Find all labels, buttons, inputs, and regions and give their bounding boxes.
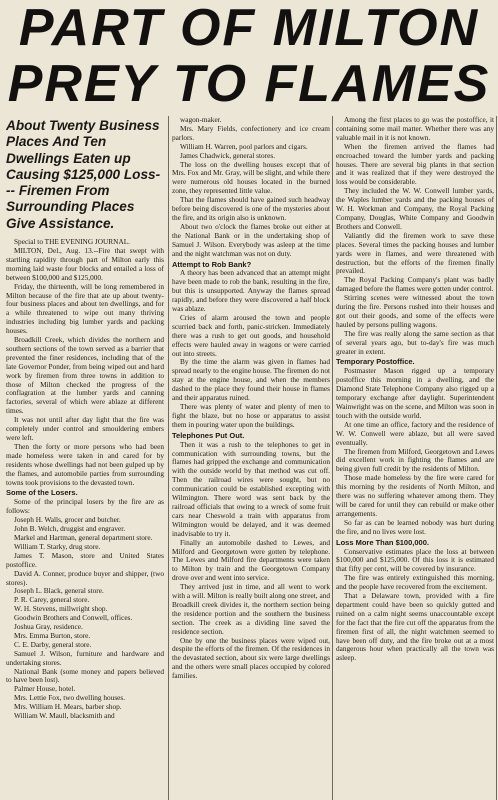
paragraph: By the time the alarm was given in flames had spread nearly to the engine house. The firemen do not stay at the engine house, and when the members dashed to the place they found their house in flames and their apparatus ruined. [172,357,330,403]
paragraph: Finally an automobile dashed to Lewes, and Milford and Georgetown were gotten by telephone. The Lewes and Milford fire departments were taken to Milton by train and the Georgetown Company drove over and went into service. [172,537,330,583]
paragraph: James Chadwick, general stores. [180,150,276,160]
paragraph: It was not until after day light that the fire was completely under control and smouldering embers were left. [6,415,164,443]
paragraph: W. H. Stevens, millwright shop. [14,604,108,614]
subhead-losers: Some of the Losers. [6,488,78,498]
paragraph: Joseph L. Black, general store. [14,586,104,596]
subhead-bank: Attempt to Rob Bank? [172,259,252,269]
column-3-body [336,116,494,356]
paragraph: They arrived just in time, and all went to work with a will. Milton is really built along one street, and Broadkill creek divides it, the northern section being the residence portion and the southern the business section. The creek as a dividing line saved the residence section. [172,582,330,636]
headline-line-2: PREY TO FLAMES [7,55,491,113]
subhead-loss: Loss More Than $100,000. [336,537,429,547]
losers-list [6,498,164,721]
paragraph: Those made homeless by the fire were cared for this morning by the residents of North Milton, and there was no suffering whatever among them. They will be cared for until they can rebuild or make other arrangements. [336,473,494,518]
paragraph: The Royal Packing Company's plant was badly damaged before the flames were gotten under control. [336,275,494,294]
paragraph: So far as can be learned nobody was hurt during the fire, and no lives were lost. [336,517,494,536]
deck-headline: About Twenty Business Places And Ten Dwellings Eaten up Causing $125,000 Loss--- Firemen From Surrounding Places Give Assistance. [6,118,161,231]
paragraph: A theory has been advanced that an attempt might have been made to rob the bank, resulting in the fire, but this is unsupported. Anyway the flames spread rapidly, and before they were discovered a half block was ablaze. [172,268,330,314]
paragraph: The fire was really along the same section as that of several years ago, but to-day's fire was much greater in extent. [336,328,494,356]
paragraph: That a Delaware town, provided with a fire department could have been so quickly gutted and ruined on a calm night seems unaccountable except for the fact that the fire cut off the apparatus from the firemen first of all, the night watchmen seemed to have been off duty, and the fire broke out at a most dangerous hour when practically all the town was asleep. [336,591,494,663]
paragraph: Broadkill Creek, which divides the northern and southern sections of the town served as a barrier that prevented the finer residences, including that of the late Governor Ponder, from being wiped out and hard work by firemen from three towns in addition to those of Milton checked the progress of the conflagration at the lumber yards and canning factories, several of which were ablaze at different times. [6,335,164,416]
paragraph: Cries of alarm aroused the town and people scurried back and forth, panic-stricken. Immediately there was a rush to get out goods, and household effects were hauled away in wagons or were carried out into streets. [172,312,330,358]
paragraph: Then the forty or more persons who had been made homeless were taken in and cared for by residents whose dwellings had not been gulped up by the flames, and automobile parties from surrounding towns took provisions to the devasted town. [6,441,164,487]
paragraph: Joshua Gray, residence. [14,622,83,632]
paragraph: Markel and Hartman, general department store. [14,532,153,542]
column-rule-2 [332,116,333,800]
paragraph: Valiantly did the firemen work to save these places. Several times the packing houses and lumber yards were in flames, and were threatened with destruction, but the efforts of the firemen finally prevailed. [336,230,494,276]
paragraph: National Bank (some money and papers believed to have been lost). [6,666,164,685]
headline-line-1: PART OF MILTON [18,0,480,57]
paragraph: Mrs. William H. Mears, barber shop. [14,702,122,712]
paragraph: Friday, the thirteenth, will be long remembered in Milton because of the fire that ate up about twenty-four business places and about ten dwellings, and for a while threatened to wipe out many thriving industries including big lumber yards and packing houses. [6,281,164,336]
paragraph: Conservative estimates place the loss at between $100,000 and $125,000. Of this loss it is estimated that fifty per cent, will be covered by insurance. [336,546,494,574]
paragraph: The fire was entirely extinguished this morning, and the people have recovered from the excitement. [336,573,494,592]
paragraph: P. R. Carey, general store. [14,595,90,605]
paragraph: wagon-maker. [180,116,222,124]
paragraph: Mrs. Emma Burton, store. [14,630,91,640]
paragraph: William T. Starky, drug store. [14,541,101,551]
column-rule-right [496,116,497,800]
paragraph: Then it was a rush to the telephones to get in communication with surrounding towns, but the flames had gripped the exchange and communication with the outside world by that method was cut off. Then the railroad wires were sought, but no communication could be established excepting with Wilmington. There word was sent back by the railroad officials that owing to a wreck of some fruit cars near Cheswold a train with apparatus from Wilmington would be delayed, and it was deemed inadvisable to try it. [172,439,330,538]
paragraph: Joseph H. Walls, grocer and butcher. [14,515,121,525]
paragraph: William W. Maull, blacksmith and [14,711,115,721]
column-3-loss [336,548,494,664]
paragraph: James T. Mason, store and United States postoffice. [6,550,164,569]
paragraph: That the flames should have gained such headway before being discovered is one of the mysteries about the fire, and its origin also is unknown. [172,195,330,222]
paragraph: At one time an office, factory and the residence of W. W. Conwell were ablaze, but all were saved eventually. [336,419,494,447]
paragraph: They included the W. W. Conwell lumber yards, the Waples lumber yards and the packing houses of W. H. Workman and Company, the Royal Packing Company, Douglas, White Company and Goodwin Brothers and Conwell. [336,186,494,231]
paragraph: There was plenty of water and plenty of men to fight the blaze, but no hose or apparatus to assist them in pouring water upon the buildings. [172,402,330,429]
paragraph: About two o'clock the flames broke out either at the National Bank or in the undertaking shop of Samuel J. Wilson. Everybody was asleep at the time and the night watchman was not on duty. [172,221,330,258]
paragraph: Stirring scenes were witnessed about the town during the fire. Persons rushed into their houses and got out their goods, and some of the effects were hauled by persons pulling wagons. [336,293,494,329]
paragraph: William H. Warren, pool parlors and cigars. [180,141,308,151]
column-2 [172,116,330,800]
paragraph: Special to THE EVENING JOURNAL. [14,237,130,247]
column-2-body [172,116,330,259]
column-2-phones [172,441,330,681]
subhead-temp-postoffice: Temporary Postoffice. [336,357,415,367]
column-1-body [6,238,164,487]
paragraph: Some of the principal losers by the fire are as follows: [6,497,164,516]
paragraph: Goodwin Brothers and Conwell, offices. [14,613,133,623]
paragraph: David A. Conner, produce buyer and shipper, (two stores). [6,568,164,587]
paragraph: Samuel J. Wilson, furniture and hardware and undertaking stores. [6,648,164,667]
column-3-temp [336,367,494,536]
paragraph: John B. Welch, druggist and engraver. [14,524,126,534]
subhead-phones: Telephones Put Out. [172,430,245,440]
paragraph: MILTON, Del., Aug. 13.--Fire that swept with startling rapidity through part of Milton early this morning laid waste four blocks and entailed a loss of between $100,000 and $125,000. [6,245,164,282]
paragraph: One by one the business places were wiped out, despite the efforts of the firemen. Of the residences in the devastated section, about six were large dwellings and the others were small places occupied by colored families. [172,635,330,681]
paragraph: Among the first places to go was the postoffice, it containing some mail matter. Whether there was any valuable mail in it is not known. [336,116,494,142]
paragraph: C. E. Darby, general store. [14,639,92,649]
paragraph: The loss on the dwelling houses except that of Mrs. Fox and Mr. Gray, will be slight, and while there were numerous old houses located in the burned zone, they represented little value. [172,159,330,196]
column-2-bank [172,269,330,429]
column-3 [336,116,494,800]
paragraph: Postmaster Mason rigged up a temporary postoffice this morning in a dwelling, and the Diamond State Telephone Company also rigged up a temporary exchange after daylight. Superintendent Wainwright was on the scene, and Milton was soon in touch with the outside world. [336,366,494,420]
paragraph: Mrs. Mary Fields, confectionery and ice cream parlors. [172,123,330,142]
paragraph: Mrs. Lettie Fox, two dwelling houses. [14,693,126,703]
column-1 [6,116,164,800]
paragraph: Palmer House, hotel. [14,684,76,694]
paragraph: The firemen from Milford, Georgetown and Lewes did excellent work in fighting the flames and are being given full credit by the residents of Milton. [336,446,494,474]
column-rule-1 [168,116,169,800]
paragraph: When the firemen arrived the flames had encroached toward the lumber yards and packing houses. There are several big plants in that section and it was realized that if they were destroyed the loss would be considerable. [336,141,494,187]
